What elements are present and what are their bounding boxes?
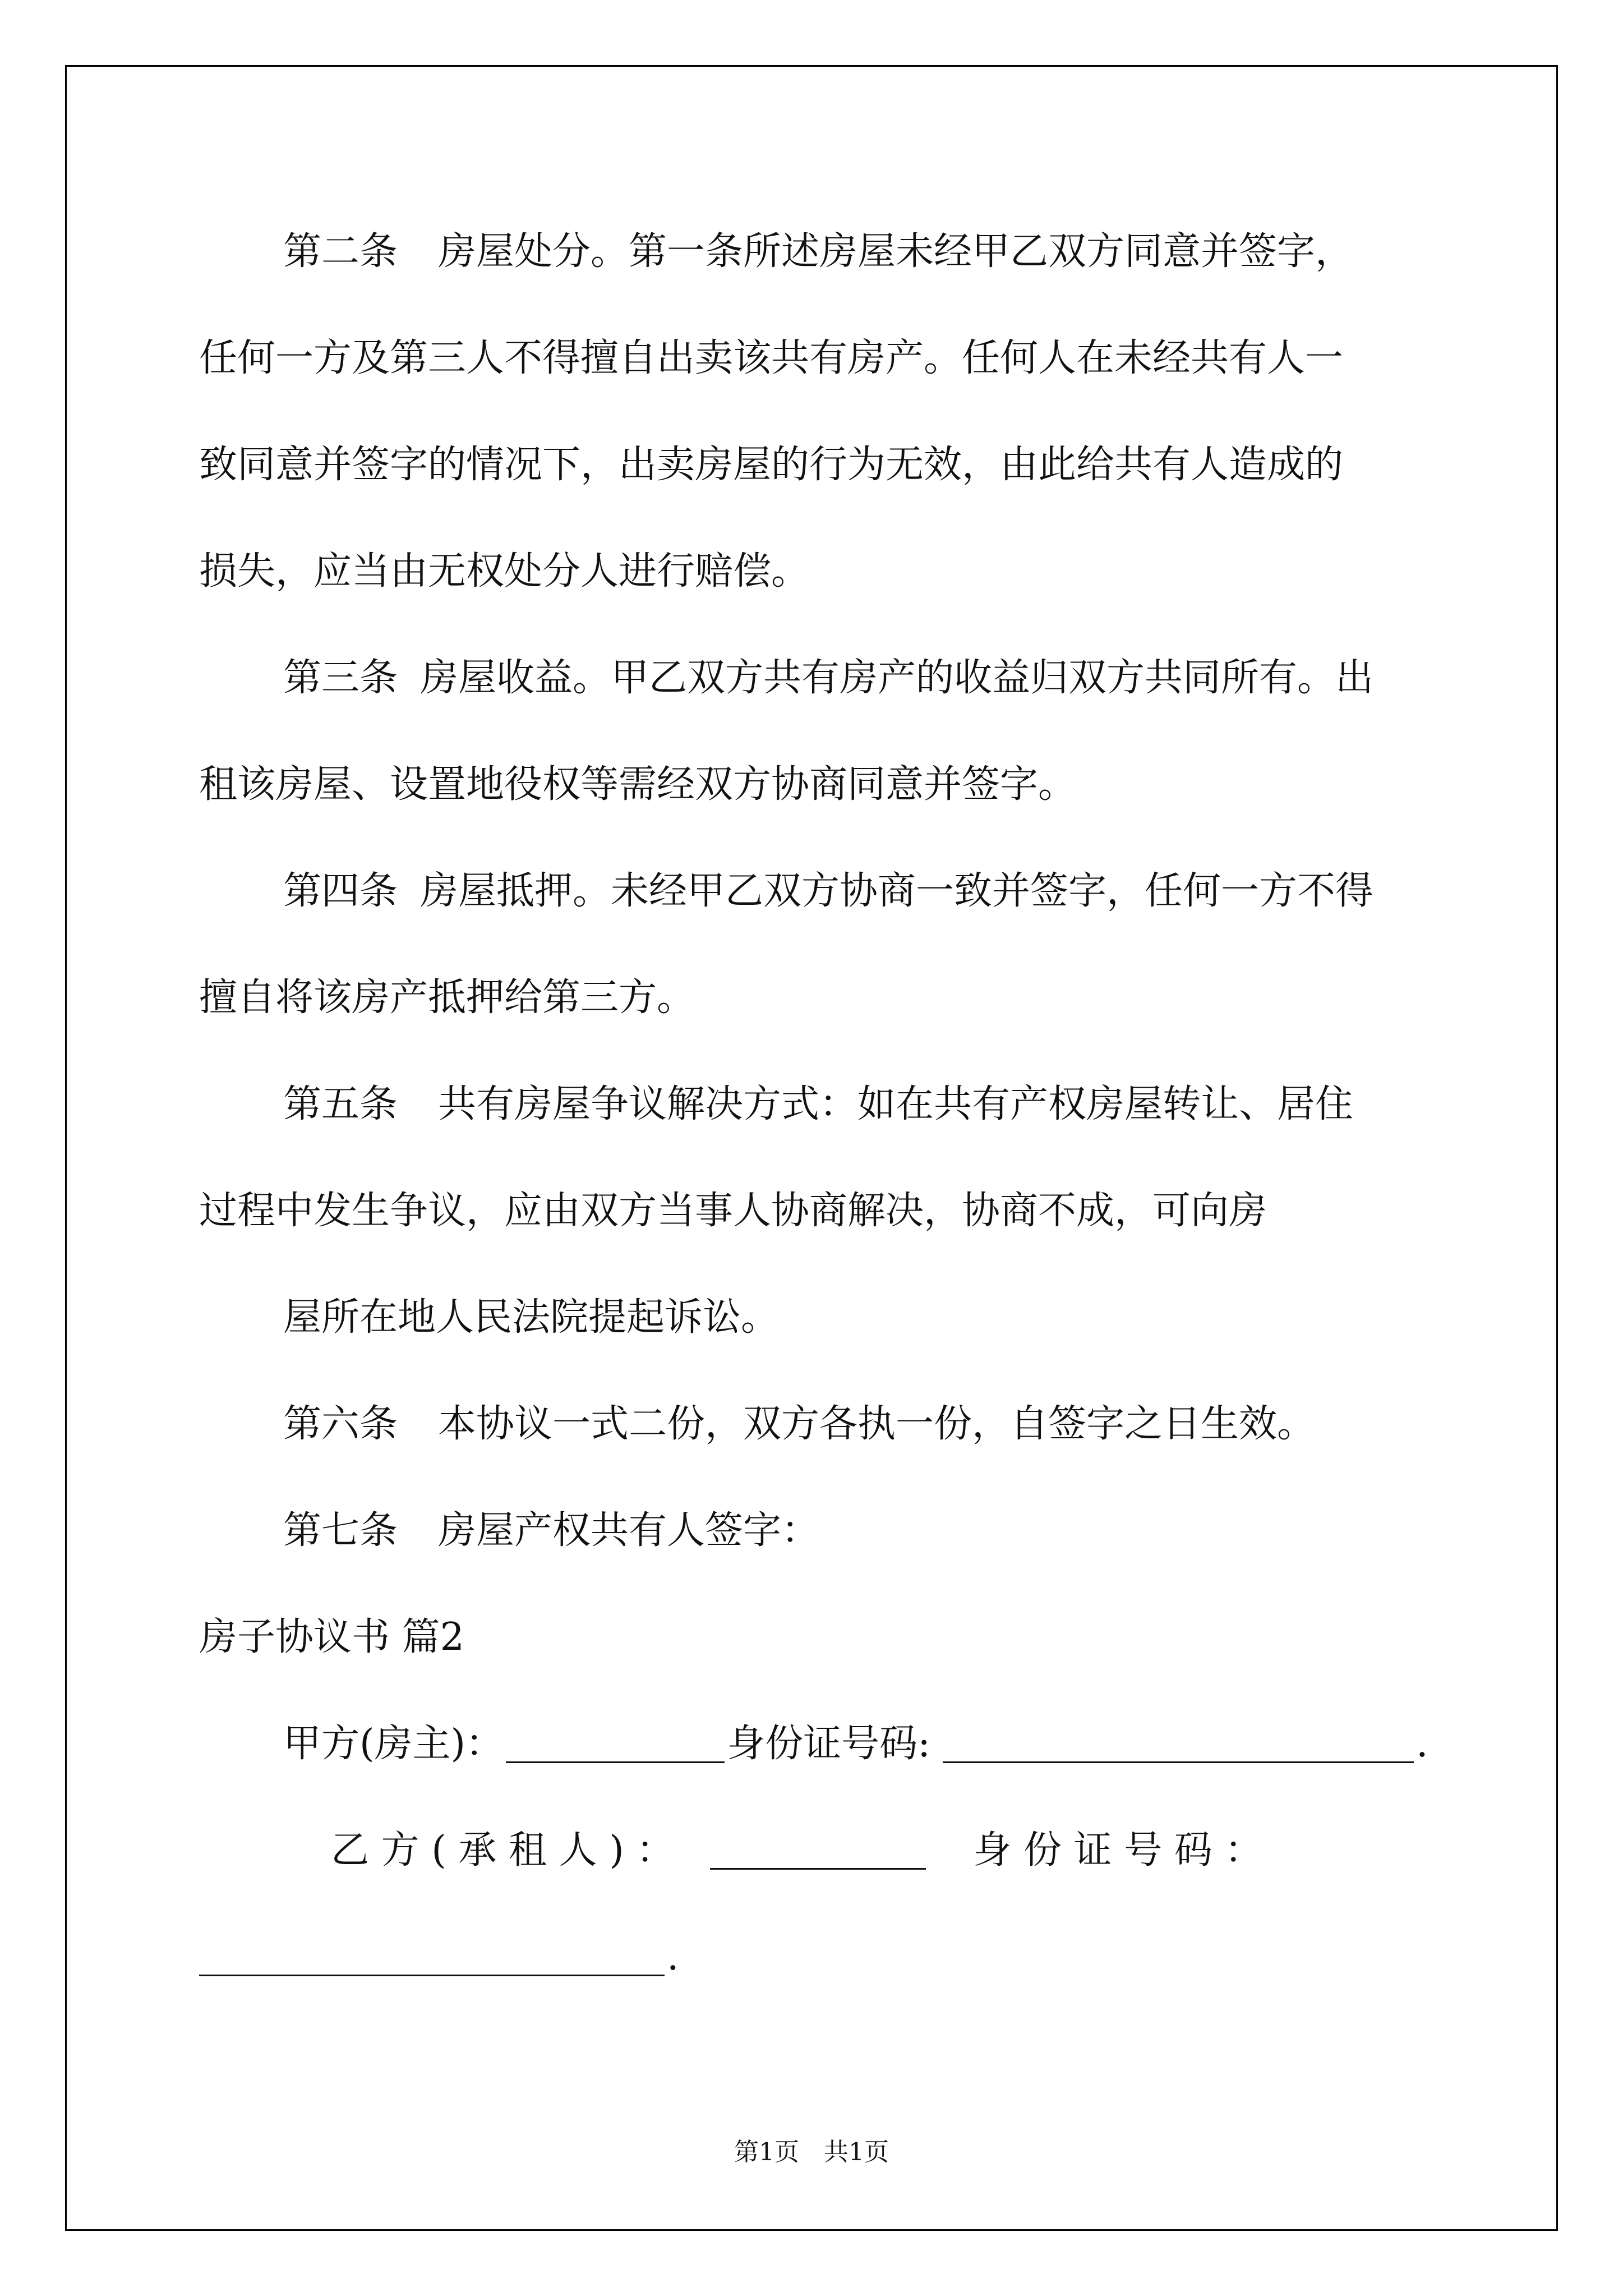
article-4-line-2: 擅自将该房产抵押给第三方。 [199,976,695,1020]
party-b-label: 乙 方 ( 承 租 人 ) ： [331,1828,675,1872]
article-7-line: 第七条 房屋产权共有人签字： [283,1508,820,1553]
article-4-line-1: 第四条 房屋抵押。未经甲乙双方协商一致并签字，任何一方不得 [283,869,1374,913]
article-2-line-2: 任何一方及第三人不得擅自出卖该共有房产。任何人在未经共有人一 [199,336,1344,380]
article-7-heading: 第七条 [283,1508,398,1553]
party-b-id-blank [199,1940,665,1976]
article-2-line-1: 第二条 房屋处分。第一条所述房屋未经甲乙双方同意并签字， [283,229,1354,274]
article-6-heading: 第六条 [283,1402,398,1446]
party-b-id-label: 身 份 证 号 码 ： [973,1828,1263,1872]
article-5-line-3: 屋所在地人民法院提起诉讼。 [283,1295,780,1340]
article-3-line-2: 租该房屋、设置地役权等需经双方协商同意并签字。 [199,762,1077,807]
article-5-line-2: 过程中发生争议，应由双方当事人协商解决，协商不成，可向房 [199,1189,1267,1233]
article-2-heading: 第二条 [283,229,398,274]
party-a-name-blank [506,1727,725,1763]
article-3-heading: 第三条 [283,656,398,700]
article-5-line-1: 第五条 共有房屋争议解决方式：如在共有产权房屋转让、居住 [283,1082,1354,1126]
party-b-name-blank [710,1833,926,1870]
party-a-line: 甲方(房主)： 身份证号码: . [283,1722,1428,1766]
article-2-line-3: 致同意并签字的情况下，出卖房屋的行为无效，由此给共有人造成的 [199,443,1344,487]
article-2-line-4: 损失，应当由无权处分人进行赔偿。 [199,549,810,593]
section-title: 房子协议书 篇2 [199,1615,464,1659]
party-b-id-line: . [199,1938,679,1976]
party-a-id-label: 身份证号码: [727,1722,930,1766]
party-b-line [331,1828,1263,1872]
article-4-heading: 第四条 [283,869,398,913]
page-footer: 第1页 共1页 [734,2138,889,2166]
article-3-line-1: 第三条 房屋收益。甲乙双方共有房产的收益归双方共同所有。出 [283,656,1374,700]
article-6-line: 第六条 本协议一式二份，双方各执一份，自签字之日生效。 [283,1402,1316,1446]
page-border [65,65,1558,2231]
party-a-id-blank [943,1727,1414,1763]
party-a-label: 甲方(房主)： [283,1722,504,1766]
article-5-heading: 第五条 [283,1082,398,1126]
